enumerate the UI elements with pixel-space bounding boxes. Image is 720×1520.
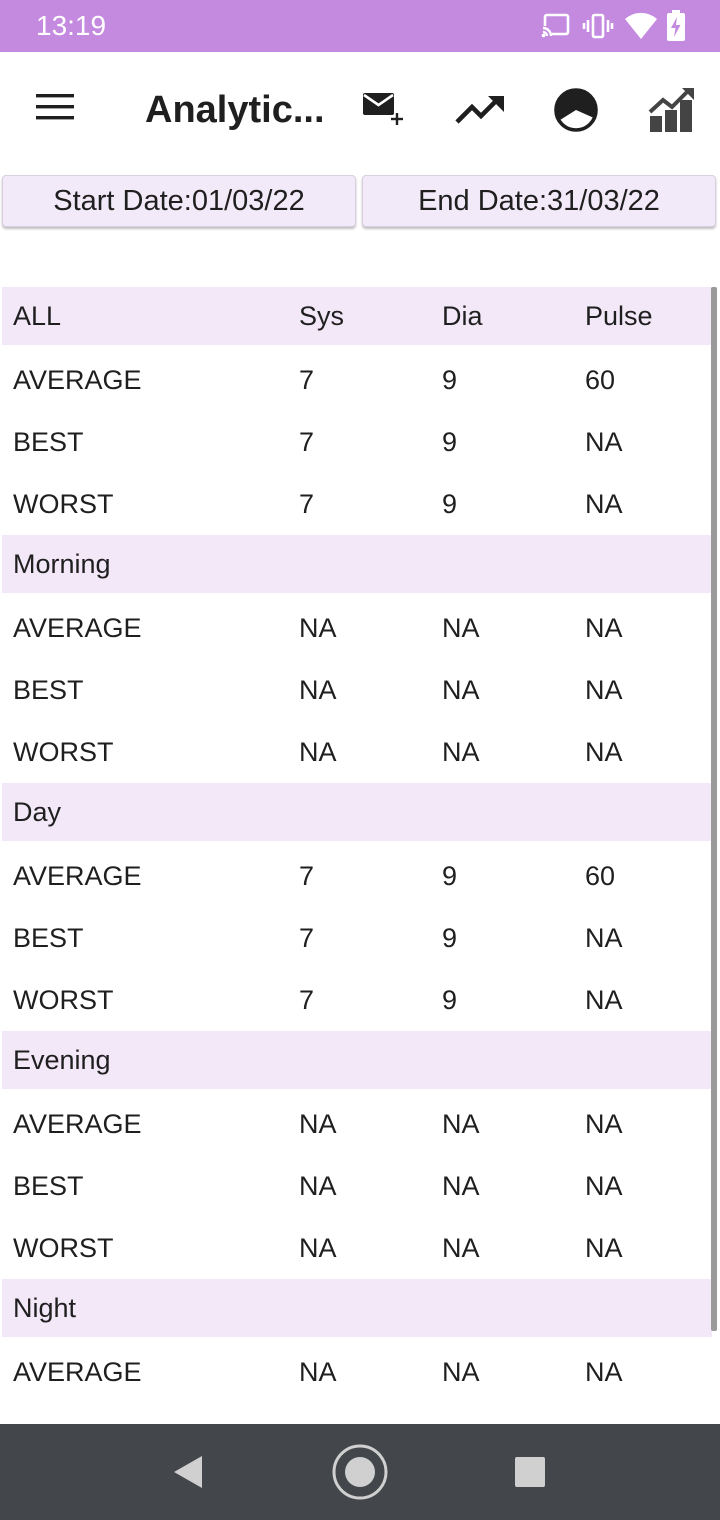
- vibrate-icon: [583, 10, 613, 42]
- table-cell: 7: [299, 427, 315, 457]
- table-cell: NA: [299, 737, 337, 767]
- table-header-cell: Dia: [442, 301, 483, 331]
- table-cell: 9: [442, 427, 458, 457]
- home-icon[interactable]: [330, 1442, 390, 1502]
- table-cell: BEST: [13, 923, 84, 953]
- table-row: [2, 1093, 712, 1155]
- table-cell: NA: [585, 985, 623, 1015]
- section-label: Evening: [13, 1045, 111, 1075]
- table-cell: NA: [442, 737, 480, 767]
- stats-table: [2, 287, 712, 1424]
- table-cell: NA: [585, 613, 623, 643]
- section-label: Night: [13, 1293, 77, 1323]
- back-icon[interactable]: [170, 1454, 206, 1490]
- table-cell: 7: [299, 489, 315, 519]
- table-cell: NA: [299, 1171, 337, 1201]
- wifi-icon: [624, 10, 658, 42]
- table-cell: 9: [442, 489, 458, 519]
- table-cell: AVERAGE: [13, 365, 142, 395]
- table-cell: AVERAGE: [13, 613, 142, 643]
- recents-icon[interactable]: [514, 1456, 546, 1488]
- page-title: Analytic...: [145, 89, 325, 131]
- table-row: [2, 1341, 712, 1403]
- table-cell: NA: [585, 923, 623, 953]
- table-cell: NA: [585, 1109, 623, 1139]
- table-cell: 9: [442, 923, 458, 953]
- table-cell: AVERAGE: [13, 1109, 142, 1139]
- table-cell: 60: [585, 861, 616, 891]
- table-cell: NA: [442, 1233, 480, 1263]
- battery-charging-icon: [666, 10, 686, 42]
- table-row: [2, 411, 712, 473]
- table-row: [2, 473, 712, 535]
- bar-chart-icon[interactable]: [648, 86, 696, 134]
- table-cell: 7: [299, 365, 315, 395]
- table-cell: WORST: [13, 985, 114, 1015]
- table-cell: NA: [442, 675, 480, 705]
- start-date-button[interactable]: Start Date:01/03/22: [2, 175, 356, 227]
- table-cell: NA: [442, 1109, 480, 1139]
- table-cell: WORST: [13, 489, 114, 519]
- table-row: [2, 1217, 712, 1279]
- section-row-day: [2, 783, 712, 841]
- table-row: [2, 907, 712, 969]
- table-cell: NA: [585, 489, 623, 519]
- table-row: [2, 349, 712, 411]
- table-cell: 9: [442, 861, 458, 891]
- table-header-cell: Sys: [299, 301, 345, 331]
- table-cell: 7: [299, 861, 315, 891]
- table-cell: NA: [299, 613, 337, 643]
- table-cell: 60: [585, 365, 616, 395]
- table-cell: NA: [585, 1233, 623, 1263]
- table-cell: WORST: [13, 1233, 114, 1263]
- trending-up-icon[interactable]: [455, 92, 507, 126]
- table-cell: BEST: [13, 675, 84, 705]
- table-cell: 7: [299, 923, 315, 953]
- table-cell: 7: [299, 985, 315, 1015]
- section-label: Day: [13, 797, 62, 827]
- scrollbar[interactable]: [711, 287, 717, 1331]
- table-cell: NA: [585, 737, 623, 767]
- table-cell: NA: [299, 1109, 337, 1139]
- table-header-cell: Pulse: [585, 301, 653, 331]
- table-cell: NA: [442, 1171, 480, 1201]
- table-cell: NA: [585, 1357, 623, 1387]
- section-row-night: [2, 1279, 712, 1337]
- table-cell: 9: [442, 365, 458, 395]
- table-row: [2, 845, 712, 907]
- end-date-button[interactable]: End Date:31/03/22: [362, 175, 716, 227]
- table-cell: NA: [442, 613, 480, 643]
- section-row-morning: [2, 535, 712, 593]
- table-cell: BEST: [13, 1171, 84, 1201]
- table-cell: AVERAGE: [13, 861, 142, 891]
- table-cell: WORST: [13, 737, 114, 767]
- table-header-row: [2, 287, 712, 345]
- table-row: [2, 969, 712, 1031]
- table-cell: NA: [585, 427, 623, 457]
- table-row: [2, 1155, 712, 1217]
- section-row-evening: [2, 1031, 712, 1089]
- status-bar: [0, 0, 720, 52]
- table-cell: AVERAGE: [13, 1357, 142, 1387]
- status-time: 13:19: [36, 10, 107, 41]
- cast-icon: [541, 10, 571, 42]
- table-header-cell: ALL: [13, 301, 62, 331]
- table-cell: NA: [585, 1171, 623, 1201]
- pie-chart-icon[interactable]: [552, 86, 600, 134]
- table-row: [2, 721, 712, 783]
- mail-add-icon[interactable]: [362, 90, 406, 128]
- table-cell: 9: [442, 985, 458, 1015]
- table-cell: NA: [299, 1233, 337, 1263]
- section-label: Morning: [13, 549, 111, 579]
- table-cell: NA: [585, 675, 623, 705]
- table-cell: NA: [299, 675, 337, 705]
- table-cell: NA: [442, 1357, 480, 1387]
- table-row: [2, 597, 712, 659]
- table-row: [2, 659, 712, 721]
- app-bar: [0, 52, 720, 168]
- nav-bar: [0, 1424, 720, 1520]
- table-cell: NA: [299, 1357, 337, 1387]
- menu-icon[interactable]: [36, 92, 76, 122]
- table-cell: BEST: [13, 427, 84, 457]
